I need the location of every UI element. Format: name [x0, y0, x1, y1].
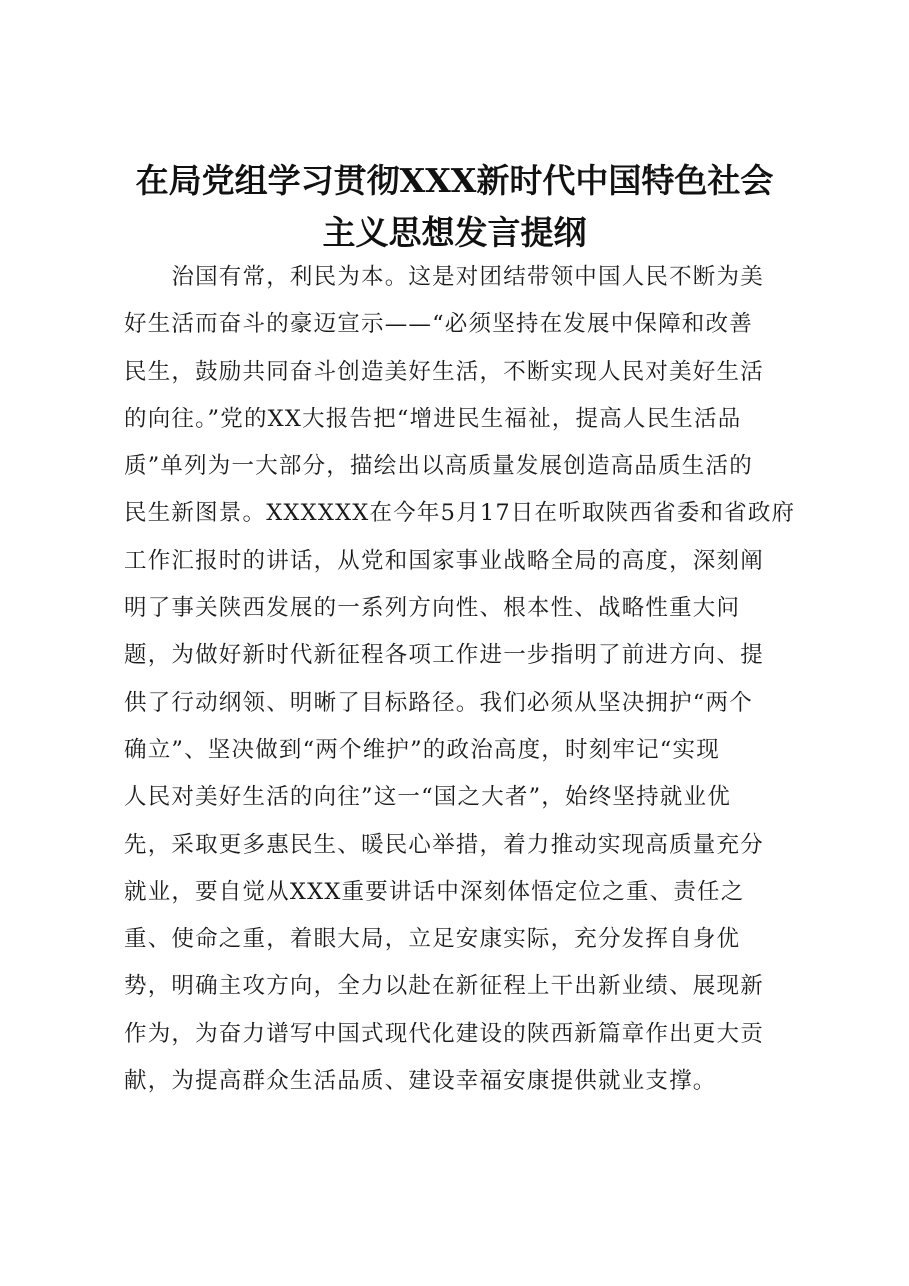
body-line: 供了行动纲领、明晰了目标路径。我们必须从坚决拥护“两个: [124, 689, 753, 716]
body-line: 工作汇报时的讲话，从党和国家事业战略全局的高度，深刻阐: [124, 547, 764, 574]
body-line: 的向往。”党的XX大报告把“增进民生福祉，提高人民生活品: [124, 405, 742, 432]
document-title: [100, 155, 809, 259]
body-line: 民生，鼓励共同奋斗创造美好生活，不断实现人民对美好生活: [124, 358, 764, 385]
body-line: 好生活而奋斗的豪迈宣示——“必须坚持在发展中保障和改善: [124, 311, 753, 338]
body-line: 质”单列为一大部分，描绘出以高质量发展创造高品质生活的: [124, 453, 753, 480]
body-line: 题，为做好新时代新征程各项工作进一步指明了前进方向、提: [124, 642, 764, 669]
body-line: 献，为提高群众生活品质、建设幸福安康提供就业支撑。: [124, 1068, 717, 1095]
body-line: 民生新图景。XXXXXX在今年5月17日在听取陕西省委和省政府: [124, 500, 796, 527]
document-body: [124, 254, 794, 1105]
body-line: 治国有常，利民为本。这是对团结带领中国人民不断为美: [124, 264, 764, 290]
body-line: 就业，要自觉从XXX重要讲话中深刻体悟定位之重、责任之: [124, 878, 745, 905]
body-line: 人民对美好生活的向往”这一“国之大者”，始终坚持就业优: [124, 784, 731, 811]
title-line-1: 在局党组学习贯彻XXX新时代中国特色社会: [135, 161, 774, 200]
body-line: 作为，为奋力谱写中国式现代化建设的陕西新篇章作出更大贡: [124, 1020, 764, 1047]
body-line: 重、使命之重，着眼大局，立足安康实际，充分发挥自身优: [124, 926, 741, 953]
body-line: 势，明确主攻方向，全力以赴在新征程上干出新业绩、展现新: [124, 973, 764, 1000]
title-line-2: 主义思想发言提纲: [322, 213, 587, 252]
body-line: 先，采取更多惠民生、暖民心举措，着力推动实现高质量充分: [124, 831, 764, 858]
body-line: 确立”、坚决做到“两个维护”的政治高度，时刻牢记“实现: [124, 736, 720, 763]
body-line: 明了事关陕西发展的一系列方向性、根本性、战略性重大问: [124, 595, 741, 622]
